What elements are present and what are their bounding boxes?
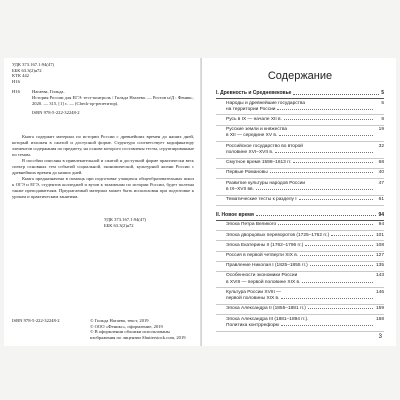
toc-entry xyxy=(216,115,384,125)
toc-entry xyxy=(216,99,384,115)
toc-entry-page: 135 xyxy=(375,263,384,269)
copyright-line: © Гильда Нагаева, текст, 2019 xyxy=(90,318,149,323)
toc-entry xyxy=(216,288,384,304)
leader-dots xyxy=(293,90,379,95)
toc-entry xyxy=(216,305,384,315)
copyright-footer xyxy=(12,318,194,341)
contents-title: Содержание xyxy=(267,70,333,82)
catalog-codes xyxy=(12,62,194,85)
toc-entry-title: Народы и древнейшие государства xyxy=(226,100,306,106)
toc-entry-page: 168 xyxy=(375,316,384,322)
toc-entry-page: 5 xyxy=(381,100,384,106)
toc-entry xyxy=(216,126,384,142)
toc-entry-title: Эпоха Петра Великого xyxy=(226,222,277,228)
toc-entry-title: Культура России XVIII — xyxy=(226,289,281,295)
section-page: 5 xyxy=(381,90,384,96)
bbk-code: ББК 63.3(2)я72 xyxy=(104,223,134,229)
toc-entry-page: 127 xyxy=(375,253,384,259)
colophon-page xyxy=(4,58,202,346)
leader-dots xyxy=(308,308,373,309)
toc-entry-title: Эпоха дворцовых переворотов (1725–1762 гг.) xyxy=(226,232,330,238)
leader-dots xyxy=(331,235,373,236)
toc-entry xyxy=(216,196,384,206)
leader-dots xyxy=(278,224,373,225)
toc-entry-title: в XVIII — первой половине XIX в. xyxy=(226,279,301,285)
toc-entry-title: Эпоха Екатерины II (1762–1796 гг.) xyxy=(226,242,304,248)
udc-code: УДК 373.167.1:94(47) xyxy=(104,217,147,223)
toc-entry-title: Русские земли и княжества xyxy=(226,127,288,133)
leader-dots xyxy=(281,298,373,299)
leader-dots xyxy=(284,119,373,120)
section-title: II. Новое время xyxy=(216,211,254,218)
toc-entry-page: 61 xyxy=(378,197,384,203)
toc-entry xyxy=(216,221,384,231)
footer-isbn: ISBN 978-5-222-32248-2 xyxy=(12,318,60,323)
ktk-code: КТК 442 xyxy=(12,73,29,79)
annotation-paragraph: Книга предназначена в помощь при подготовке учащихся общеобразовательных школ к ОГЭ и ЕГЭ, студентов колледжей и вузов к экзаменам по истории России, будет полезна также преподавателям. Предлагаемый материал может быть использован при подготовке к урокам и практическим занятиям. xyxy=(12,175,194,199)
leader-dots xyxy=(281,325,373,326)
toc-entry-page: 94 xyxy=(378,222,384,228)
copyright-line: © ООО «Феникс», оформление, 2019 xyxy=(90,323,163,329)
toc-entry xyxy=(216,142,384,158)
leader-dots xyxy=(299,199,373,200)
page-number: 3 xyxy=(378,334,382,340)
toc-entry-page: 19 xyxy=(378,127,384,133)
toc-entry-title: Развитие культуры народов России xyxy=(226,180,306,186)
leader-dots xyxy=(279,135,373,136)
leader-dots xyxy=(256,189,373,190)
leader-dots xyxy=(305,245,373,246)
toc-entry-page: 40 xyxy=(378,170,384,176)
biblio-code: Н16 xyxy=(12,88,20,94)
toc-entry-page: 32 xyxy=(378,143,384,149)
toc-entry-title: Особенности экономики России xyxy=(226,273,298,279)
contents-page xyxy=(202,58,396,346)
toc-entry-page: 146 xyxy=(375,289,384,295)
leader-dots xyxy=(270,172,373,173)
toc-entry xyxy=(216,231,384,241)
toc-entry-page: 47 xyxy=(378,180,384,186)
leader-dots xyxy=(310,265,373,266)
toc-entry-page: 8 xyxy=(381,116,384,122)
catalog-codes-bottom xyxy=(104,217,194,228)
toc-entry-title: Правление Николая I (1825–1855 гг.) xyxy=(226,263,308,269)
toc-entry-title: на территории России xyxy=(226,106,276,112)
leader-dots xyxy=(256,212,377,217)
toc-entry-page: 68 xyxy=(378,160,384,166)
toc-entry-page: 159 xyxy=(375,306,384,312)
annotation-paragraph: В пособии описаны в привлекательной и сжатой и доступной форме практически весь спектр основных тем событий социальной, экономической, культурной жизни России с древнейших времен до наших дней. xyxy=(12,157,194,175)
toc-entry xyxy=(216,272,384,288)
toc-entry-title: в XII — середине XV в. xyxy=(226,133,278,139)
author-mark: Н16 xyxy=(12,79,20,85)
section-page: 94 xyxy=(378,211,384,218)
bbk-code: ББК 63.3(2)я72 xyxy=(12,67,42,73)
toc-entry xyxy=(216,252,384,262)
copyright-line: © В оформлении обложки использованы изображения по лицензии Shutterstock.com, 2019 xyxy=(90,329,186,341)
toc-section-heading xyxy=(216,212,384,221)
toc-entry-title: Смутное время 1598–1613 гг. xyxy=(226,160,292,166)
bibliographic-entry xyxy=(12,89,194,107)
toc-entry-page: 143 xyxy=(375,273,384,279)
toc-entry xyxy=(216,159,384,169)
toc-section-heading xyxy=(216,90,384,99)
isbn-line: ISBN 978-5-222-32248-2 xyxy=(32,109,80,115)
leader-dots xyxy=(300,255,373,256)
toc-entry-title: Российское государство во второй xyxy=(226,143,303,149)
toc-entry-page: 101 xyxy=(375,232,384,238)
leader-dots xyxy=(293,162,373,163)
toc-entry xyxy=(216,241,384,251)
toc-entry-title: Русь в IX — начале XII в. xyxy=(226,116,282,122)
copyright-lines xyxy=(90,318,194,341)
toc-entry-title: половине XVI–XVII в. xyxy=(226,149,274,155)
toc-entry-title: Эпоха Александра II (1855–1881 гг.) xyxy=(226,306,306,312)
toc-entry-page: 108 xyxy=(375,242,384,248)
annotation xyxy=(12,134,194,200)
toc-entry xyxy=(216,179,384,195)
toc-entry-title: первой половины XIX в. xyxy=(226,296,280,302)
annotation-paragraph: Книга содержит материал по истории России с древнейших времен до наших дней, который изложен в сжатой и доступной форме. Структура соответствует кодификатору элементов содержания по предмету, на основе которого составлены тесты, сгруппированные по темам. xyxy=(12,133,194,157)
udc-code: УДК 373.167.1:94(47) xyxy=(12,62,55,67)
biblio-author: Нагаева, Гильда. xyxy=(32,88,65,94)
leader-dots xyxy=(275,152,373,153)
toc-entry-title: Тематические тесты к разделу I xyxy=(226,197,297,203)
toc-entry-title: Эпоха Александра III (1881–1894 гг.). xyxy=(226,316,309,322)
biblio-description: История России для ЕГЭ: тест-контроль / Гильда Нагаева. — Ростов н/Д : Феникс, 2020. — 315, [1] с. — (Check-ор-репетитор). xyxy=(32,94,194,106)
toc-entry xyxy=(216,169,384,179)
toc-entry xyxy=(216,262,384,272)
toc-entry xyxy=(216,315,384,331)
toc-entry-title: Первые Романовы xyxy=(226,170,268,176)
leader-dots xyxy=(302,282,373,283)
table-of-contents xyxy=(216,90,384,332)
toc-entry-title: Россия в первой четверти XIX в. xyxy=(226,253,299,259)
leader-dots xyxy=(277,109,373,110)
section-title: I. Древность и Средневековье xyxy=(216,90,292,96)
toc-entry-title: Политика контрреформ xyxy=(226,322,279,328)
toc-entry-title: в IX–XVII вв. xyxy=(226,186,254,192)
